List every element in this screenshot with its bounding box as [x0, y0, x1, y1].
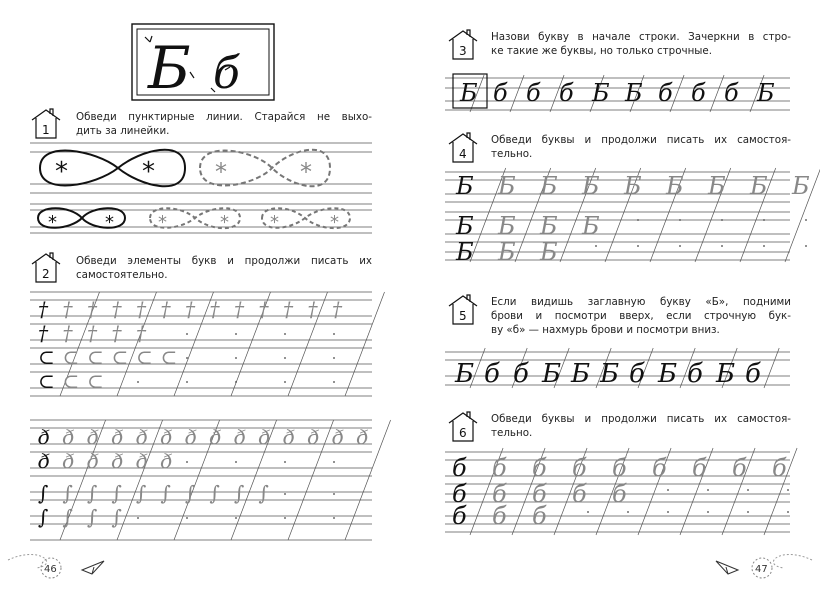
continue-dot: [787, 511, 789, 513]
trace-capital-letter: Б: [540, 212, 558, 240]
trace-capital-letter: Б: [666, 172, 684, 200]
task5-text-line1: Если видишь заглавную букву «Б», подними: [491, 296, 791, 308]
small-letter: б: [629, 359, 645, 389]
practice-stroke: †: [136, 297, 146, 321]
practice-stroke: †: [209, 297, 220, 321]
practice-stroke: ∫: [62, 481, 73, 505]
practice-stroke: ⊂: [62, 369, 80, 393]
small-letter-sample: б: [213, 48, 240, 99]
continue-dot: [284, 493, 286, 495]
continue-dot: [747, 511, 749, 513]
capital-letter: Б: [542, 359, 562, 389]
trace-small-letter: б: [492, 502, 507, 530]
capital-letter: Б: [600, 359, 620, 389]
continue-dot: [637, 219, 639, 221]
practice-stroke: ð: [136, 449, 149, 473]
task1-text: Обведи пунктирные линии. Старайся не выхо-: [76, 111, 372, 123]
svg-text:*: *: [55, 157, 68, 187]
trace-small-letter: б: [532, 502, 547, 530]
continue-dot: [333, 461, 335, 463]
practice-stroke: †: [258, 297, 269, 321]
practice-stroke: †: [332, 297, 342, 321]
task-number: 2: [42, 267, 50, 281]
continue-dot: [235, 381, 237, 383]
practice-stroke: †: [87, 321, 97, 345]
capital-letter: Б: [757, 79, 775, 107]
continue-dot: [333, 517, 335, 519]
svg-text:*: *: [105, 212, 114, 233]
practice-stroke: ð: [356, 425, 369, 449]
small-letter: б: [526, 79, 541, 107]
continue-dot: [747, 489, 749, 491]
task-number-house-icon: [449, 133, 477, 162]
practice-stroke: ∫: [209, 481, 220, 505]
practice-stroke: ⊂: [136, 345, 153, 369]
practice-stroke: †: [62, 321, 73, 345]
svg-text:*: *: [300, 158, 312, 186]
trace-capital-letter: Б: [540, 238, 558, 266]
task-number-house-icon: [32, 253, 60, 282]
slant-line: [764, 348, 779, 388]
practice-stroke: ð: [111, 449, 124, 473]
practice-stroke: †: [136, 321, 146, 345]
left-page-number: 46: [44, 564, 57, 575]
continue-dot: [284, 517, 286, 519]
practice-stroke: †: [307, 297, 318, 321]
continue-dot: [333, 381, 335, 383]
continue-dot: [186, 381, 188, 383]
trace-capital-letter: Б: [708, 172, 726, 200]
practice-stroke: ⊂: [62, 345, 80, 369]
practice-stroke: ð: [38, 425, 51, 449]
continue-dot: [637, 245, 639, 247]
continue-dot: [235, 357, 237, 359]
continue-dot: [333, 333, 335, 335]
practice-stroke: ð: [332, 425, 345, 449]
task3-text-line1: Назови букву в начале строки. Зачеркни в стро-: [491, 31, 791, 43]
continue-dot: [805, 245, 807, 247]
practice-stroke: ∫: [111, 481, 122, 505]
continue-dot: [186, 461, 188, 463]
svg-text:*: *: [270, 212, 279, 233]
trace-small-letter: б: [532, 454, 547, 482]
capital-letter: Б: [625, 79, 643, 107]
continue-dot: [587, 511, 589, 513]
practice-stroke: †: [38, 297, 48, 321]
right-page-number: 47: [755, 564, 768, 575]
task-number: 3: [459, 44, 467, 58]
practice-stroke: ∫: [111, 505, 122, 529]
practice-stroke: †: [87, 297, 97, 321]
practice-stroke: ⊂: [87, 369, 104, 393]
small-letter: б: [724, 79, 739, 107]
footer-decoration: [8, 554, 812, 568]
practice-stroke: ∫: [62, 505, 73, 529]
practice-stroke: ∫: [87, 505, 98, 529]
practice-stroke: ⊂: [38, 369, 55, 393]
practice-stroke: †: [111, 321, 122, 345]
trace-small-letter: б: [652, 454, 667, 482]
continue-dot: [721, 245, 723, 247]
task-number: 5: [459, 309, 467, 323]
continue-dot: [284, 357, 286, 359]
continue-dot: [235, 517, 237, 519]
continue-dot: [721, 219, 723, 221]
task6-text-line2: тельно.: [491, 427, 533, 439]
continue-dot: [284, 381, 286, 383]
practice-stroke: ∫: [185, 481, 196, 505]
svg-text:*: *: [330, 212, 339, 233]
practice-stroke: ⊂: [160, 345, 178, 369]
slant-line: [710, 75, 724, 112]
capital-letter: Б: [571, 359, 591, 389]
task5-text-line2: брови и посмотри вверх, если строчную бук-: [491, 310, 791, 322]
task-number-house-icon: [32, 109, 60, 138]
trace-capital-letter: Б: [582, 172, 600, 200]
continue-dot: [235, 461, 237, 463]
continue-dot: [787, 489, 789, 491]
practice-stroke: ð: [87, 425, 100, 449]
slant-line: [345, 292, 385, 396]
trace-small-letter: б: [492, 480, 507, 508]
task-number-house-icon: [449, 30, 477, 59]
practice-stroke: ð: [62, 449, 75, 473]
small-letter: б: [484, 359, 500, 389]
task-number-house-icon: [449, 412, 477, 441]
trace-capital-letter: Б: [456, 172, 474, 200]
continue-dot: [137, 381, 139, 383]
slant-line: [510, 75, 524, 112]
trace-small-letter: б: [532, 480, 547, 508]
continue-dot: [333, 357, 335, 359]
trace-capital-letter: Б: [456, 238, 474, 266]
trace-small-letter: б: [572, 480, 587, 508]
small-letter: б: [687, 359, 703, 389]
continue-dot: [284, 461, 286, 463]
practice-stroke: ð: [111, 425, 124, 449]
task1-text-line2: дить за линейки.: [76, 125, 170, 137]
practice-stroke: ∫: [38, 505, 49, 529]
practice-stroke: ∫: [160, 481, 171, 505]
practice-stroke: ð: [62, 425, 75, 449]
capital-letter: Б: [455, 359, 475, 389]
trace-small-letter: б: [772, 454, 787, 482]
continue-dot: [805, 219, 807, 221]
trace-small-letter: б: [692, 454, 707, 482]
small-letter: б: [513, 359, 529, 389]
practice-stroke: †: [185, 297, 195, 321]
practice-stroke: ⊂: [87, 345, 104, 369]
task-number-house-icon: [449, 295, 477, 324]
task6-text-line1: Обведи буквы и продолжи писать их самостоя-: [491, 413, 791, 425]
continue-dot: [679, 219, 681, 221]
task4-text-line1: Обведи буквы и продолжи писать их самостоя-: [491, 134, 791, 146]
trace-small-letter: б: [612, 480, 627, 508]
continue-dot: [137, 517, 139, 519]
continue-dot: [707, 489, 709, 491]
continue-dot: [627, 511, 629, 513]
continue-dot: [284, 333, 286, 335]
task4-text-line2: тельно.: [491, 148, 533, 160]
practice-stroke: ð: [87, 449, 100, 473]
continue-dot: [333, 493, 335, 495]
continue-dot: [186, 357, 188, 359]
trace-capital-letter: Б: [582, 212, 600, 240]
small-letter: б: [559, 79, 574, 107]
continue-dot: [186, 517, 188, 519]
practice-stroke: ∫: [234, 481, 245, 505]
practice-stroke: ð: [38, 449, 51, 473]
practice-stroke: ð: [234, 425, 247, 449]
practice-stroke: ⊂: [111, 345, 129, 369]
trace-capital-letter: Б: [498, 172, 516, 200]
practice-stroke: †: [111, 297, 122, 321]
practice-stroke: ð: [258, 425, 271, 449]
practice-stroke: ∫: [87, 481, 98, 505]
trace-capital-letter: Б: [498, 212, 516, 240]
letter-box: [132, 24, 274, 102]
practice-stroke: †: [38, 321, 48, 345]
practice-stroke: ð: [209, 425, 222, 449]
task3-text-line2: ке такие же буквы, но только строчные.: [491, 45, 713, 57]
task5-text-line3: ву «б» — нахмурь брови и посмотри вниз.: [491, 324, 720, 336]
task2-text: Обведи элементы букв и продолжи писать их: [76, 255, 372, 267]
paper-plane-icon: [82, 561, 738, 574]
small-letter: б: [493, 79, 508, 107]
trace-small-letter: б: [452, 454, 467, 482]
practice-stroke: †: [62, 297, 73, 321]
task-number: 4: [459, 147, 467, 161]
practice-stroke: †: [234, 297, 244, 321]
trace-small-letter: б: [732, 454, 747, 482]
small-letter: б: [691, 79, 706, 107]
trace-small-letter: б: [572, 454, 587, 482]
continue-dot: [235, 333, 237, 335]
small-letter: б: [658, 79, 673, 107]
practice-stroke: ∫: [258, 481, 269, 505]
continue-dot: [763, 219, 765, 221]
practice-stroke: †: [160, 297, 171, 321]
trace-small-letter: б: [492, 454, 507, 482]
trace-capital-letter: Б: [540, 172, 558, 200]
capital-letter: Б: [716, 359, 736, 389]
practice-stroke: ð: [136, 425, 149, 449]
svg-text:*: *: [158, 212, 167, 233]
practice-stroke: ∫: [136, 481, 147, 505]
practice-stroke: ⊂: [38, 345, 55, 369]
continue-dot: [186, 333, 188, 335]
practice-stroke: ð: [160, 449, 173, 473]
trace-capital-letter: Б: [498, 238, 516, 266]
trace-capital-letter: Б: [456, 212, 474, 240]
capital-letter: Б: [658, 359, 678, 389]
practice-stroke: ð: [185, 425, 198, 449]
continue-dot: [763, 245, 765, 247]
task1-ovals: [38, 150, 350, 233]
svg-text:*: *: [142, 157, 155, 187]
trace-capital-letter: Б: [624, 172, 642, 200]
svg-text:*: *: [220, 212, 229, 233]
continue-dot: [707, 511, 709, 513]
practice-stroke: ð: [307, 425, 320, 449]
capital-letter: Б: [592, 79, 610, 107]
task2-text-line2: самостоятельно.: [76, 269, 168, 281]
practice-stroke: ð: [160, 425, 173, 449]
continue-dot: [679, 245, 681, 247]
trace-small-letter: б: [452, 480, 467, 508]
trace-small-letter: б: [452, 502, 467, 530]
trace-capital-letter: Б: [750, 172, 768, 200]
practice-stroke: †: [283, 297, 293, 321]
capital-letter-sample: Б: [148, 34, 191, 102]
trace-capital-letter: Б: [792, 172, 810, 200]
trace-small-letter: б: [612, 454, 627, 482]
continue-dot: [667, 489, 669, 491]
continue-dot: [667, 511, 669, 513]
small-letter: б: [745, 359, 761, 389]
task-number: 6: [459, 426, 467, 440]
practice-stroke: ∫: [38, 481, 49, 505]
capital-letter: Б: [460, 79, 478, 107]
task-number: 1: [42, 123, 50, 137]
practice-stroke: ð: [283, 425, 296, 449]
svg-text:*: *: [215, 158, 227, 186]
continue-dot: [595, 245, 597, 247]
svg-text:*: *: [48, 212, 57, 233]
